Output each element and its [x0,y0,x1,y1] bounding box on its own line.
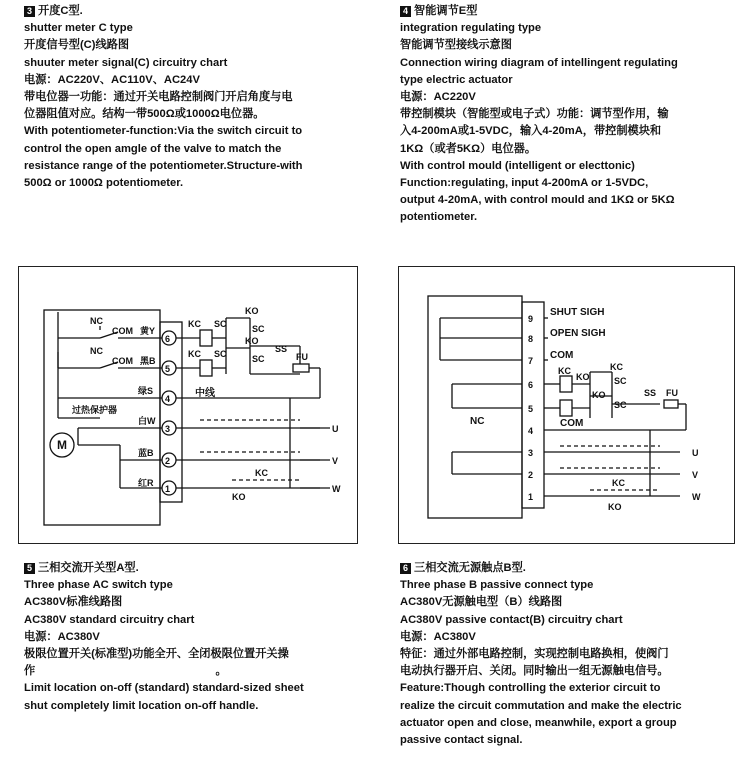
ko-label: KO [245,306,259,316]
kc-label: KC [255,468,268,478]
text-line: shutter meter C type [24,22,133,35]
text-line: 500Ω or 1000Ω potentiometer. [24,177,184,190]
terminal-label: 3 [165,424,171,434]
terminal-label: 5 [528,404,534,414]
text-line: potentiometer. [400,211,478,224]
section-4-title: 智能调节E型 [414,5,478,17]
text-line: 1KΩ（或者5KΩ）电位器。 [400,142,537,155]
text-line: 电动执行器开启、关闭。同时输出一组无源触电信号。 [400,665,669,678]
ko-label: KO [245,336,259,346]
text-line: Limit location on-off (standard) standard-sized sheet [24,682,304,695]
fu-label: FU [296,352,308,362]
text-line: Connection wiring diagram of intellingent regulating [400,56,678,69]
text-line: 开度信号型(C)线路图 [24,39,130,52]
text-line: AC380V无源触电型（B）线路图 [400,596,563,609]
phase-u-label: U [332,424,339,434]
text-line: AC380V标准线路图 [24,596,123,609]
shut-sigh-label: SHUT SIGH [550,307,605,318]
wire-label: 红R [138,478,154,488]
text-line: type electric actuator [400,73,513,86]
text-line: output 4-20mA, with control mould and 1KΩ or 5KΩ [400,194,675,207]
sc-label: SC [614,400,627,410]
nc-label: NC [90,346,103,356]
section-number-badge: 4 [400,6,411,17]
text-line: realize the circuit commutation and make the electric [400,699,682,712]
section-number-badge: 5 [24,563,35,574]
com-label: COM [550,350,574,361]
phase-v-label: V [692,470,699,480]
ss-label: SS [275,344,288,354]
ko-label: KO [608,502,622,512]
text-line: 特征：通过外部电路控制，实现控制电路换相，使阀门 [400,648,669,661]
terminal-label: 4 [165,394,171,404]
text-line: 位器阻值对应。结构一带500Ω或1000Ω电位器。 [24,108,265,121]
kc-label: KC [188,319,201,329]
phase-w-label: W [332,484,341,494]
text-line: 入4-200mA或1-5VDC，输入4-20mA，带控制模块和 [400,125,662,138]
wire-label: 黄Y [140,326,156,336]
text-line: 作 。 [24,665,227,678]
terminal-label: 1 [528,492,534,502]
ss-label: SS [644,388,657,398]
wire-label: 绿S [138,386,154,396]
wire-label: 黑B [140,356,156,366]
kc-label: KC [610,362,623,372]
motor-label: M [57,438,67,452]
terminal-label: 4 [528,426,534,436]
section-5-title: 三相交流开关型A型. [38,562,139,574]
text-line: 带电位器一功能：通过开关电路控制阀门开启角度与电 [24,91,293,104]
fu-label: FU [666,388,678,398]
terminal-label: 2 [528,470,534,480]
terminal-label: 8 [528,334,534,344]
text-line: 电源：AC220V、AC110V、AC24V [24,73,200,86]
section-6-title: 三相交流无源触点B型. [414,562,526,574]
terminal-label: 2 [165,456,171,466]
text-line: Three phase B passive connect type [400,579,594,592]
text-line: shut completely limit location on-off handle. [24,699,259,712]
kc-label: KC [612,478,625,488]
nc-label: NC [90,316,103,326]
phase-u-label: U [692,448,699,458]
com-label: COM [112,326,133,336]
nc-label: NC [470,416,485,427]
terminal-label: 7 [528,356,534,366]
text-line: control the open amgle of the valve to match the [24,142,282,155]
text-line: Function:regulating, input 4-200mA or 1-5VDC, [400,177,649,190]
terminal-label: 9 [528,314,534,324]
terminal-label: 3 [528,448,534,458]
phase-v-label: V [332,456,339,466]
kc-label: KC [188,349,201,359]
open-sigh-label: OPEN SIGH [550,328,606,339]
sc-label: SC [252,324,265,334]
text-line: AC380V standard circuitry chart [24,613,195,626]
com-label: COM [112,356,133,366]
terminal-label: 6 [528,380,534,390]
text-line: 电源：AC380V [400,630,476,643]
terminal-label: 6 [165,334,171,344]
terminal-label: 1 [165,484,171,494]
terminal-label: 5 [165,364,171,374]
text-line: integration regulating type [400,22,542,35]
text-line: 带控制模块（智能型或电子式）功能：调节型作用，输 [400,108,669,121]
text-line: With potentiometer-function:Via the switch circuit to [24,125,303,138]
text-line: resistance range of the potentiometer.Structure-with [24,159,303,172]
ko-label: KO [576,372,590,382]
neutral-label: 中线 [195,388,215,399]
ko-label: KO [232,492,246,502]
text-line: Feature:Though controlling the exterior circuit to [400,682,661,695]
section-number-badge: 3 [24,6,35,17]
text-line: 智能调节型接线示意图 [400,39,512,52]
text-line: actuator open and close, meanwhile, export a group [400,716,677,729]
sc-label: SC [252,354,265,364]
text-line: 极限位置开关(标准型)功能全开、全闭极限位置开关操 [24,648,289,661]
wire-label: 白W [138,416,156,426]
text-line: Three phase AC switch type [24,579,173,592]
sc-label: SC [214,349,227,359]
section-3-title: 开度C型. [38,5,83,17]
wire-label: 蓝B [138,448,154,458]
text-line: With control mould (intelligent or electtonic) [400,159,635,172]
phase-w-label: W [692,492,701,502]
text-line: shuuter meter signal(C) circuitry chart [24,56,228,69]
sc-label: SC [214,319,227,329]
section-number-badge: 6 [400,563,411,574]
text-line: 电源：AC220V [400,91,476,104]
kc-label: KC [558,366,571,376]
ko-label: KO [592,390,606,400]
text-line: passive contact signal. [400,734,523,747]
text-line: AC380V passive contact(B) circuitry chart [400,613,623,626]
com-label: COM [560,418,584,429]
overheat-protector-label: 过热保护器 [72,405,118,415]
sc-label: SC [614,376,627,386]
text-line: 电源：AC380V [24,630,100,643]
